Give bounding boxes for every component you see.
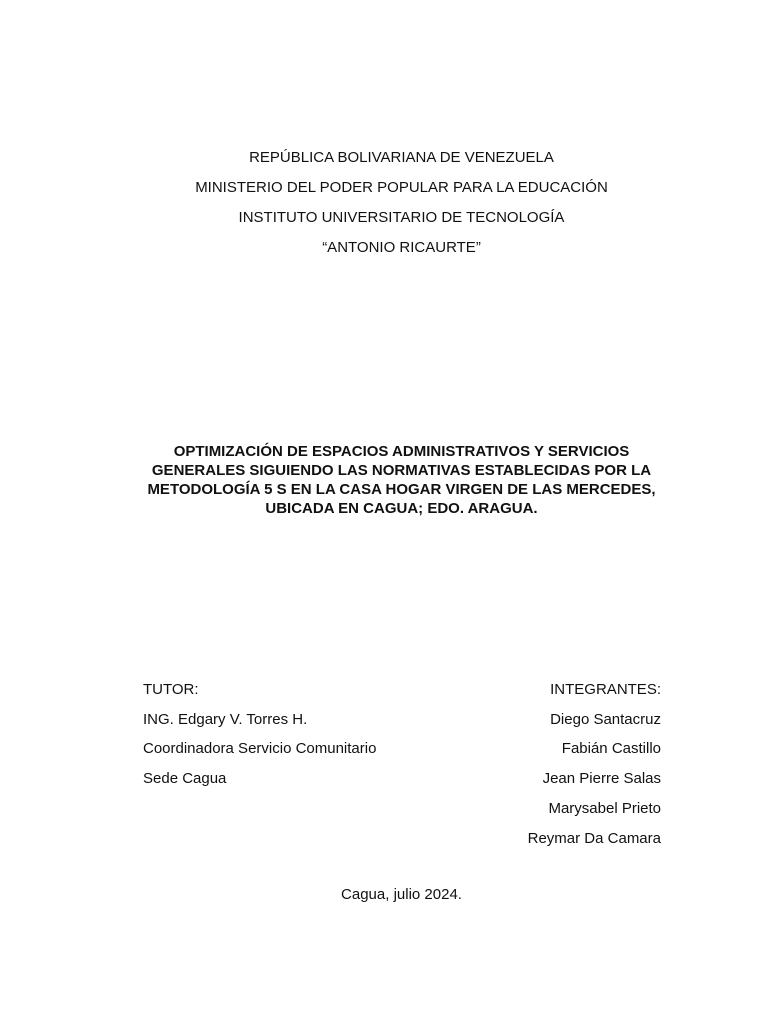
document-title — [140, 442, 663, 518]
header-line-ministry: MINISTERIO DEL PODER POPULAR PARA LA EDUCACIÓN — [195, 179, 608, 196]
member-name: Marysabel Prieto — [548, 799, 661, 817]
place-date: Cagua, julio 2024. — [341, 886, 462, 903]
header-line-institute: INSTITUTO UNIVERSITARIO DE TECNOLOGÍA — [238, 209, 565, 226]
integrantes-block — [528, 675, 661, 853]
title-line-4: UBICADA EN CAGUA; EDO. ARAGUA. — [265, 500, 538, 517]
place-date-footer — [0, 884, 768, 906]
title-line-1: OPTIMIZACIÓN DE ESPACIOS ADMINISTRATIVOS Y SERVICIOS — [173, 443, 630, 460]
member-name: Reymar Da Camara — [527, 829, 661, 847]
title-line-3: METODOLOGÍA 5 S EN LA CASA HOGAR VIRGEN DE LAS MERCEDES, — [147, 481, 656, 498]
tutor-site: Sede Cagua — [143, 770, 227, 788]
tutor-role: Coordinadora Servicio Comunitario — [143, 740, 377, 758]
tutor-name: ING. Edgary V. Torres H. — [143, 710, 308, 728]
tutor-heading: TUTOR: — [143, 681, 199, 698]
integrantes-heading: INTEGRANTES: — [550, 681, 661, 698]
tutor-block — [143, 675, 376, 794]
title-line-2: GENERALES SIGUIENDO LAS NORMATIVAS ESTABLECIDAS POR LA — [151, 462, 652, 479]
institution-header — [0, 143, 768, 263]
member-name: Jean Pierre Salas — [542, 770, 661, 788]
member-name: Fabián Castillo — [561, 740, 661, 758]
member-name: Diego Santacruz — [550, 710, 661, 728]
header-line-institute-name: “ANTONIO RICAURTE” — [322, 239, 481, 256]
header-line-country: REPÚBLICA BOLIVARIANA DE VENEZUELA — [249, 149, 554, 166]
